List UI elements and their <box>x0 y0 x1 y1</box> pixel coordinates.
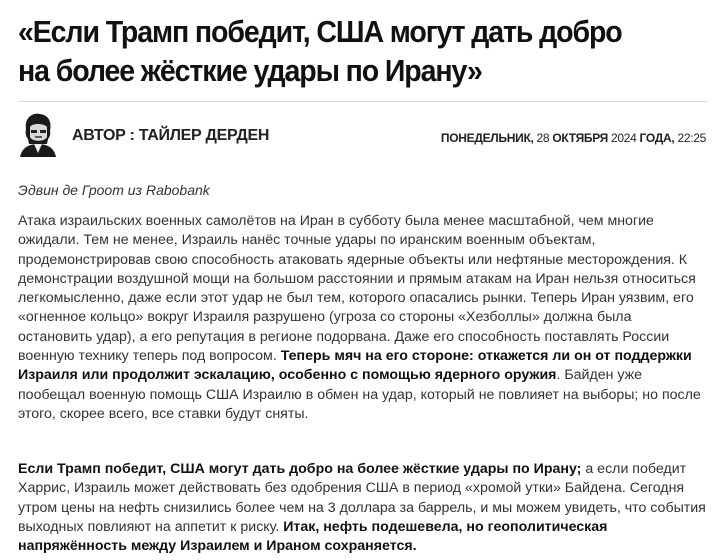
paragraph-2-text: а если победит Харрис, Израиль может действовать без одобрения США в период «хромой утки» Байдена. Сегодня утром цены на нефть снизились более чем на 3 доллара за баррель, и мы можем увидеть, что события выходных повлияют на аппетит к риску. <box>18 461 706 535</box>
date-year-word: ГОДА, <box>639 131 675 145</box>
paragraph-1 <box>18 212 706 424</box>
author-avatar-icon <box>18 111 58 157</box>
publish-date <box>441 131 706 145</box>
paragraph-2 <box>18 460 706 556</box>
date-time: 22:25 <box>677 131 706 145</box>
date-year: 2024 <box>611 131 637 145</box>
paragraph-2-bold-end: Итак, нефть подешевела, но геополитическая напряжённость между Израилем и Ираном сохраняется. <box>18 518 608 555</box>
date-day: 28 <box>536 131 550 145</box>
paragraph-1-bold: Теперь мяч на его стороне: откажется ли он от поддержки Израиля или продолжит эскалацию, особенно с помощью ядерного оружия <box>18 348 692 384</box>
paragraph-1-text-a: Атака израильских военных самолётов на Иран в субботу была менее масштабной, чем многие ожидали. Тем не менее, Израиль нанёс точные удары по иранским военным объектам, продемонстрировав свою способность атаковать ядерные объекты или нефтяные месторождения. К демонстрации воздушной мощи на большом расстоянии и прямым атакам на Иран нельзя относиться легкомысленно, даже если этот удар не был тем, которого опасались рынки. Теперь Иран уязвим, его «огненное кольцо» вокруг Израиля разрушено (угроза со стороны «Хезболлы» должна была остановить удар), а его репутация в регионе подорвана. Даже его способность поставлять России военную технику теперь под вопросом. <box>18 213 696 365</box>
author-name: АВТОР : ТАЙЛЕР ДЕРДЕН <box>72 127 270 144</box>
article-meta <box>18 111 706 159</box>
article-title: «Если Трамп победит, США могут дать добро на более жёсткие удары по Ирану» <box>18 14 622 88</box>
byline: Эдвин де Гроот из Rabobank <box>18 182 210 198</box>
date-month: ОКТЯБРЯ <box>552 131 608 145</box>
date-weekday: ПОНЕДЕЛЬНИК, <box>440 131 534 145</box>
divider <box>18 101 708 102</box>
paragraph-1-text-c: . Байден уже пообещал военную помощь США Израилю в обмен на удар, который не повлияет на выборы; но после этого, скорее всего, все ставки будут сняты. <box>18 367 701 422</box>
paragraph-2-bold-lead: Если Трамп победит, США могут дать добро на более жёсткие удары по Ирану; <box>18 461 582 477</box>
